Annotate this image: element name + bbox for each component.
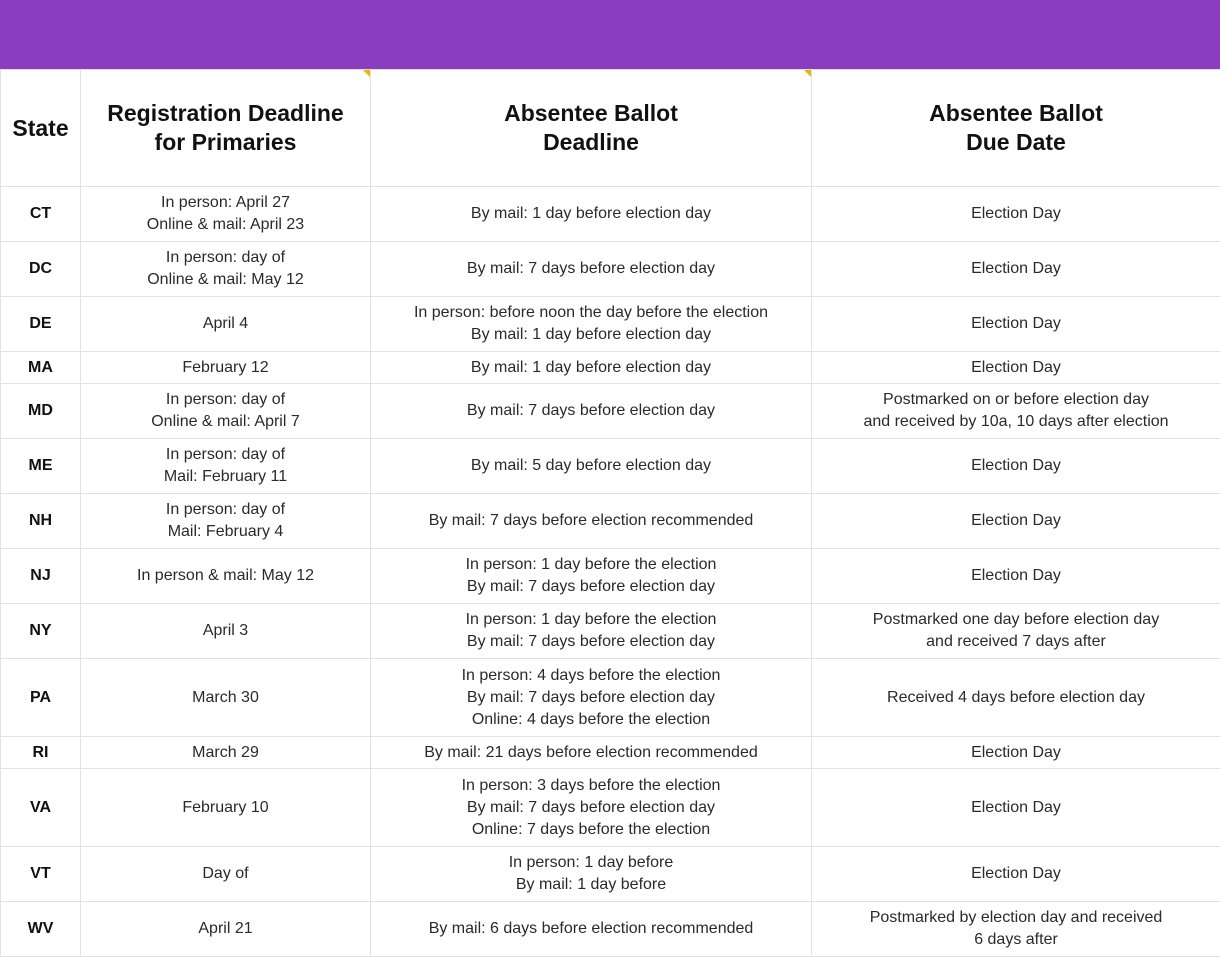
state-cell[interactable]: VA (1, 769, 81, 847)
state-cell[interactable]: DE (1, 297, 81, 352)
table-row (1, 737, 1220, 769)
absentee-deadline-cell[interactable]: By mail: 1 day before election day (371, 187, 812, 242)
registration-cell[interactable]: In person: day of Online & mail: May 12 (81, 242, 371, 297)
registration-cell[interactable]: April 4 (81, 297, 371, 352)
comment-marker[interactable] (804, 70, 811, 77)
absentee-due-cell[interactable]: Election Day (812, 769, 1220, 847)
state-cell[interactable]: ME (1, 439, 81, 494)
header-absentee-deadline[interactable] (371, 70, 812, 187)
absentee-due-cell[interactable]: Postmarked on or before election day and received by 10a, 10 days after election (812, 384, 1220, 439)
state-cell[interactable]: RI (1, 737, 81, 769)
table-row (1, 549, 1220, 604)
absentee-due-cell[interactable]: Election Day (812, 737, 1220, 769)
absentee-deadline-cell[interactable]: In person: before noon the day before the election By mail: 1 day before election day (371, 297, 812, 352)
registration-cell[interactable]: In person: April 27 Online & mail: April 23 (81, 187, 371, 242)
header-absentee-due[interactable]: Absentee Ballot Due Date (812, 70, 1220, 187)
state-cell[interactable]: WV (1, 902, 81, 957)
table-row (1, 187, 1220, 242)
registration-cell[interactable]: April 21 (81, 902, 371, 957)
table-row (1, 352, 1220, 384)
absentee-deadline-cell[interactable]: In person: 1 day before By mail: 1 day before (371, 847, 812, 902)
deadlines-table (0, 69, 1220, 957)
absentee-deadline-cell[interactable]: By mail: 5 day before election day (371, 439, 812, 494)
table-row (1, 902, 1220, 957)
registration-cell[interactable]: April 3 (81, 604, 371, 659)
registration-cell[interactable]: Day of (81, 847, 371, 902)
state-cell[interactable]: DC (1, 242, 81, 297)
registration-cell[interactable]: In person: day of Mail: February 11 (81, 439, 371, 494)
absentee-deadline-cell[interactable]: By mail: 7 days before election day (371, 242, 812, 297)
registration-cell[interactable]: March 30 (81, 659, 371, 737)
absentee-deadline-cell[interactable]: By mail: 6 days before election recommended (371, 902, 812, 957)
table-row (1, 604, 1220, 659)
state-cell[interactable]: NY (1, 604, 81, 659)
header-absentee-deadline-label: Absentee Ballot Deadline (504, 100, 678, 155)
comment-marker[interactable] (363, 70, 370, 77)
absentee-deadline-cell[interactable]: In person: 1 day before the election By mail: 7 days before election day (371, 604, 812, 659)
absentee-due-cell[interactable]: Election Day (812, 847, 1220, 902)
table-row (1, 242, 1220, 297)
absentee-due-cell[interactable]: Received 4 days before election day (812, 659, 1220, 737)
absentee-due-cell[interactable]: Election Day (812, 494, 1220, 549)
absentee-due-cell[interactable]: Election Day (812, 352, 1220, 384)
state-cell[interactable]: PA (1, 659, 81, 737)
registration-cell[interactable]: In person: day of Online & mail: April 7 (81, 384, 371, 439)
header-row (1, 70, 1220, 187)
absentee-deadline-cell[interactable]: By mail: 7 days before election recommended (371, 494, 812, 549)
header-registration[interactable] (81, 70, 371, 187)
table-row (1, 769, 1220, 847)
absentee-due-cell[interactable]: Election Day (812, 549, 1220, 604)
registration-cell[interactable]: In person & mail: May 12 (81, 549, 371, 604)
registration-cell[interactable]: March 29 (81, 737, 371, 769)
state-cell[interactable]: NH (1, 494, 81, 549)
absentee-deadline-cell[interactable]: By mail: 21 days before election recommended (371, 737, 812, 769)
absentee-due-cell[interactable]: Election Day (812, 297, 1220, 352)
absentee-due-cell[interactable]: Election Day (812, 187, 1220, 242)
table-row (1, 439, 1220, 494)
registration-cell[interactable]: In person: day of Mail: February 4 (81, 494, 371, 549)
table-row (1, 297, 1220, 352)
absentee-due-cell[interactable]: Election Day (812, 242, 1220, 297)
absentee-due-cell[interactable]: Postmarked one day before election day and received 7 days after (812, 604, 1220, 659)
absentee-due-cell[interactable]: Postmarked by election day and received 6 days after (812, 902, 1220, 957)
absentee-deadline-cell[interactable]: In person: 4 days before the election By mail: 7 days before election day Online: 4 days before the election (371, 659, 812, 737)
absentee-deadline-cell[interactable]: In person: 3 days before the election By mail: 7 days before election day Online: 7 days before the election (371, 769, 812, 847)
header-registration-label: Registration Deadline for Primaries (107, 100, 343, 155)
table-row (1, 659, 1220, 737)
absentee-due-cell[interactable]: Election Day (812, 439, 1220, 494)
absentee-deadline-cell[interactable]: By mail: 7 days before election day (371, 384, 812, 439)
table-row (1, 494, 1220, 549)
header-state[interactable]: State (1, 70, 81, 187)
state-cell[interactable]: NJ (1, 549, 81, 604)
table-row (1, 847, 1220, 902)
table-row (1, 384, 1220, 439)
state-cell[interactable]: MD (1, 384, 81, 439)
state-cell[interactable]: MA (1, 352, 81, 384)
absentee-deadline-cell[interactable]: In person: 1 day before the election By mail: 7 days before election day (371, 549, 812, 604)
registration-cell[interactable]: February 12 (81, 352, 371, 384)
registration-cell[interactable]: February 10 (81, 769, 371, 847)
header-banner (0, 0, 1220, 69)
state-cell[interactable]: CT (1, 187, 81, 242)
state-cell[interactable]: VT (1, 847, 81, 902)
absentee-deadline-cell[interactable]: By mail: 1 day before election day (371, 352, 812, 384)
